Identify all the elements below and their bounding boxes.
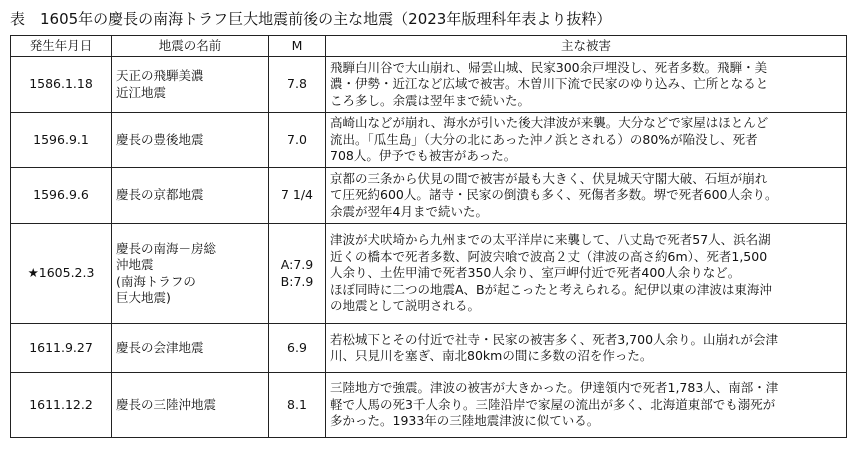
quake-name-line: 近江地震 (116, 84, 167, 100)
damage-line: 近くの橋本で死者多数、阿波宍喰で波高２丈（津波の高さ約6m）、死者1,500 (330, 248, 768, 264)
quake-name-line: 巨大地震) (116, 290, 171, 305)
damage-line: 飛騨白川谷で大山崩れ、帰雲山城、民家300余戸埋没し、死者多数。飛騨・美 (330, 59, 768, 75)
damage-line: 軽で人馬の死3千人余り。三陸沿岸で家屋の流出が多く、北海道東部でも溺死が (330, 396, 776, 412)
cell-date (11, 57, 112, 113)
magnitude-line: 8.1 (287, 396, 307, 412)
damage-line: の地震として説明される。 (330, 298, 481, 314)
earthquake-table (10, 35, 847, 438)
quake-name-line: 慶長の会津地震 (116, 339, 204, 355)
table-row (11, 113, 847, 168)
cell-quake-name (112, 224, 269, 324)
header-date: 発生年月日 (11, 36, 112, 57)
cell-magnitude (269, 224, 326, 324)
magnitude-line: 7.0 (287, 131, 307, 147)
table-row (11, 373, 847, 438)
cell-date (11, 324, 112, 373)
damage-line: 津波が犬吠埼から九州までの太平洋岸に来襲して、八丈島で死者57人、浜名湖 (330, 232, 771, 248)
damage-line: て圧死約600人。諸寺・民家の倒潰も多く、死傷者多数。堺で死者600人余り。 (330, 187, 778, 203)
quake-name-line: (南海トラフの (116, 273, 196, 289)
header-name: 地震の名前 (112, 36, 269, 57)
date-text: 1611.12.2 (29, 396, 93, 412)
cell-magnitude (269, 57, 326, 113)
cell-damage (326, 224, 847, 324)
magnitude-line: 7.8 (287, 76, 307, 92)
magnitude-line: A:7.9 (280, 257, 314, 272)
quake-name-line: 慶長の豊後地震 (116, 131, 204, 147)
cell-date (11, 224, 112, 324)
damage-line: 708人。伊予でも被害があった。 (330, 148, 517, 164)
date-text: 1611.9.27 (29, 339, 93, 355)
cell-damage (326, 168, 847, 224)
cell-damage (326, 324, 847, 373)
magnitude-line: 7 1/4 (280, 187, 314, 203)
cell-magnitude (269, 324, 326, 373)
cell-date (11, 168, 112, 224)
cell-magnitude (269, 168, 326, 224)
date-text: 1596.9.6 (33, 187, 89, 203)
damage-line: ころ多し。余震は翌年まで続いた。 (330, 92, 531, 108)
cell-damage (326, 373, 847, 438)
cell-quake-name (112, 373, 269, 438)
quake-name-line: 慶長の三陸沖地震 (116, 396, 217, 412)
damage-line: 濃・伊勢・近江など広域で被害。木曽川下流で民家のゆり込み、亡所となると (330, 76, 769, 92)
damage-line: 若松城下とその付近で社寺・民家の被害多く、死者3,700人余り。山崩れが会津 (330, 331, 779, 347)
magnitude-line: B:7.9 (280, 273, 314, 289)
damage-line: ほぼ同時に二つの地震A、Bが起こったと考えられる。紀伊以東の津波は東海沖 (330, 281, 772, 297)
cell-magnitude (269, 113, 326, 168)
cell-quake-name (112, 168, 269, 224)
quake-name-line: 天正の飛騨美濃 (116, 68, 204, 83)
table-caption: 表 1605年の慶長の南海トラフ巨大地震前後の主な地震（2023年版理科年表より抜粋） (10, 10, 612, 28)
table-row (11, 168, 847, 224)
table-header-row (11, 36, 847, 57)
cell-quake-name (112, 57, 269, 113)
date-text: 1596.9.1 (33, 131, 89, 147)
damage-line: 高崎山などが崩れ、海水が引いた後大津波が来襲。大分などで家屋はほとんど (330, 115, 769, 131)
cell-magnitude (269, 373, 326, 438)
table-body (11, 57, 847, 438)
cell-damage (326, 57, 847, 113)
table-row (11, 57, 847, 113)
date-text: 1586.1.18 (29, 76, 93, 92)
cell-date (11, 373, 112, 438)
magnitude-line: 6.9 (287, 339, 307, 355)
quake-name-line: 沖地震 (116, 257, 154, 272)
damage-line: 川、只見川を塞ぎ、南北80kmの間に多数の沼を作った。 (330, 348, 653, 363)
damage-line: 京都の三条から伏見の間で被害が最も大きく、伏見城天守閣大破、石垣が崩れ (330, 170, 768, 186)
damage-line: 流出。「瓜生島」（大分の北にあった沖ノ浜とされる）の80%が陥没し、死者 (330, 131, 758, 147)
table-row (11, 224, 847, 324)
damage-line: 三陸地方で強震。津波の被害が大きかった。伊達領内で死者1,783人、南部・津 (330, 380, 779, 396)
cell-quake-name (112, 113, 269, 168)
damage-line: 多かった。1933年の三陸地震津波に似ている。 (330, 413, 600, 429)
cell-date (11, 113, 112, 168)
header-damage: 主な被害 (326, 36, 847, 57)
date-text: ★1605.2.3 (27, 265, 95, 281)
damage-line: 人余り、土佐甲浦で死者350人余り、室戸岬付近で死者400人余りなど。 (330, 265, 741, 281)
cell-damage (326, 113, 847, 168)
damage-line: 余震が翌年4月まで続いた。 (330, 203, 488, 219)
quake-name-line: 慶長の京都地震 (116, 187, 204, 203)
header-magnitude: M (269, 36, 326, 57)
table-row (11, 324, 847, 373)
cell-quake-name (112, 324, 269, 373)
quake-name-line: 慶長の南海－房総 (116, 240, 217, 256)
